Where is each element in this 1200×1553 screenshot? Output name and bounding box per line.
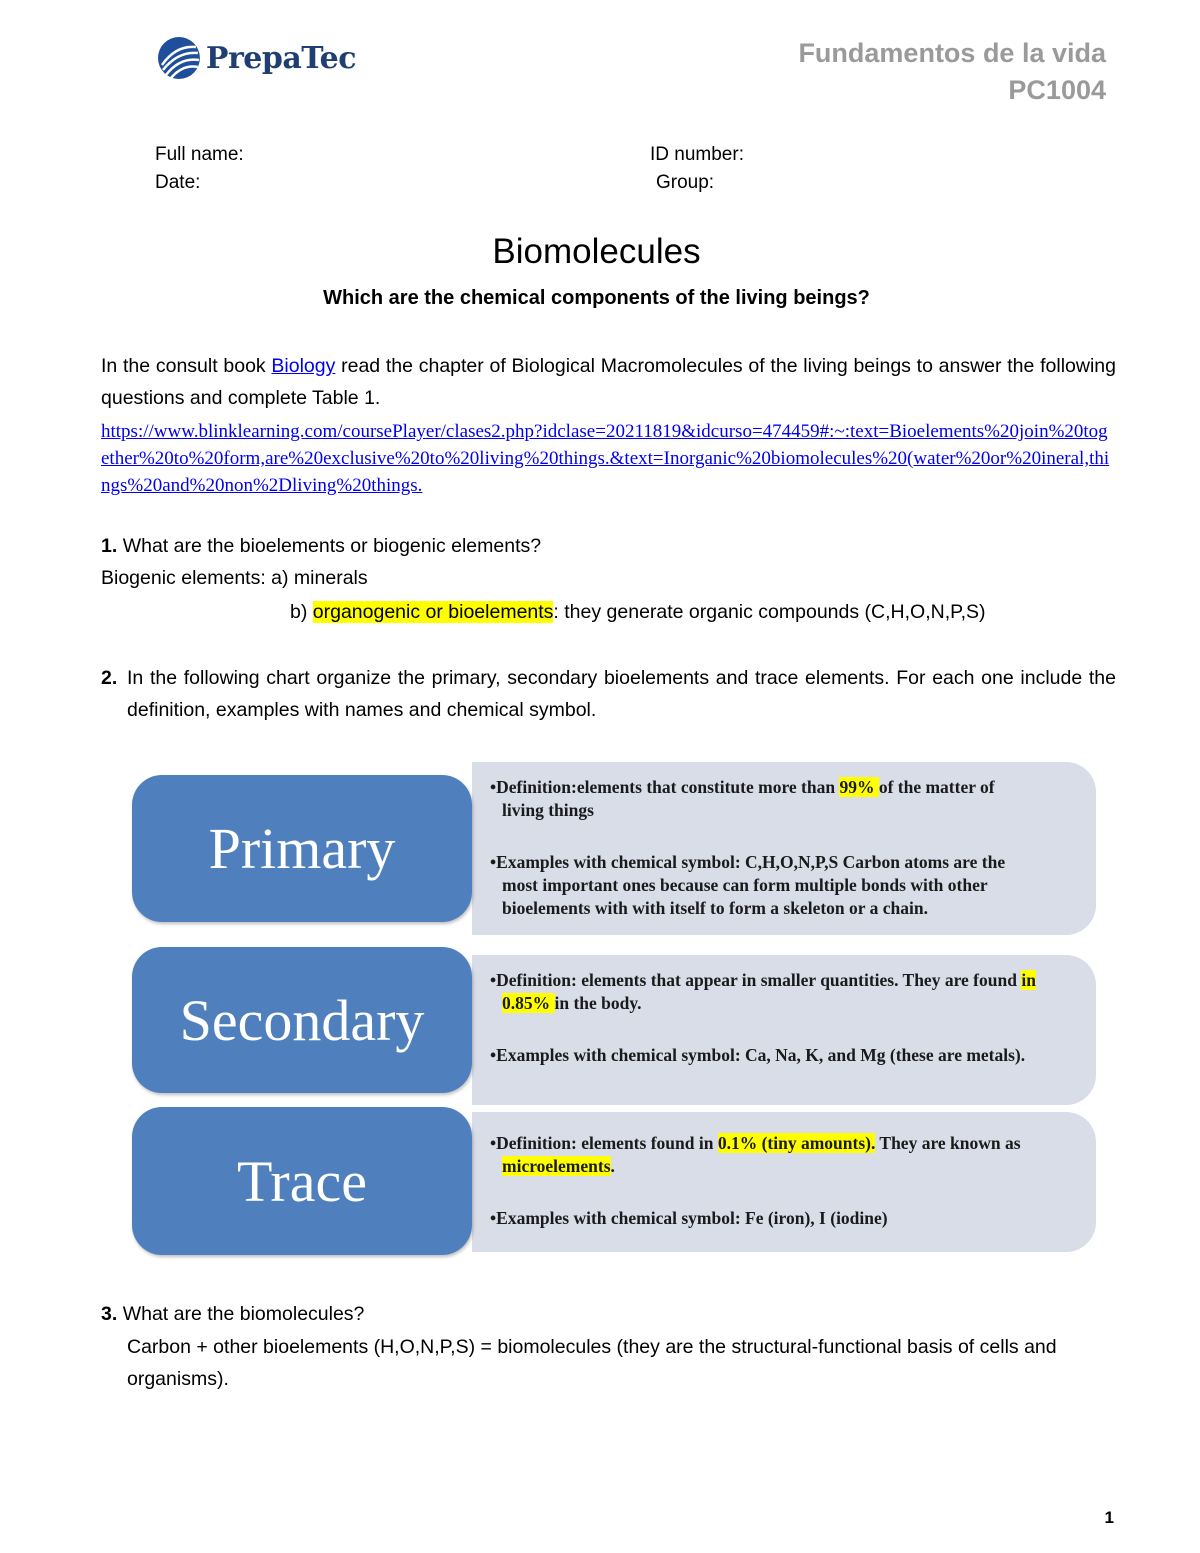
- question-2-number: 2.: [101, 667, 118, 689]
- question-1: [101, 530, 1116, 562]
- group-label: Group:: [656, 172, 715, 193]
- secondary-info-box: [472, 955, 1096, 1105]
- primary-label: Primary: [208, 816, 396, 881]
- full-name-label: Full name:: [155, 144, 244, 165]
- question-1-number: 1.: [101, 535, 118, 557]
- course-heading: [798, 35, 1106, 109]
- id-number-label: ID number:: [650, 144, 744, 165]
- question-1-answer-b: [290, 596, 1110, 628]
- trace-definition: • Definition: elements found in 0.1% (tiny amounts). They are known as microelements.: [490, 1132, 1036, 1178]
- source-url-link[interactable]: https://www.blinklearning.com/coursePlayer/clases2.php?idclase=20211819&idcurso=474459#:~:text=Bioelements%20join%20together%20to%20form,are%20exclusive%20to%20living%20things.&text=Inorganic%20biomolecules%20(water%20or%20ineral,things%20and%20non%2Dliving%20things.: [101, 421, 1110, 496]
- page-number: 1: [1104, 1508, 1114, 1527]
- answer-b-suffix: : they generate organic compounds (C,H,O,N,P,S): [553, 601, 986, 623]
- question-3: [101, 1298, 1116, 1330]
- answer-b-highlight: organogenic or bioelements: [312, 601, 554, 623]
- trace-label: Trace: [237, 1148, 367, 1214]
- question-2: [101, 662, 1116, 726]
- question-3-answer: Carbon + other bioelements (H,O,N,P,S) = biomolecules (they are the structural-functional basis of cells and organisms).: [127, 1336, 1057, 1390]
- intro-text-end: read the chapter of Biological Macromolecules of the living beings to answer the following questions and complete Table 1.: [101, 355, 1116, 409]
- primary-label-box: [132, 775, 472, 922]
- primary-examples: • Examples with chemical symbol: C,H,O,N,P,S Carbon atoms are the most important ones because can form multiple bonds with other bioelements with with itself to form a skeleton or a chain.: [490, 851, 1036, 920]
- logo-text: PrepaTec: [205, 40, 356, 76]
- question-1-answer-a: Biogenic elements: a) minerals: [101, 567, 368, 589]
- course-name: Fundamentos de la vida: [798, 38, 1106, 68]
- question-3-number: 3.: [101, 1303, 118, 1325]
- question-3-text: What are the biomolecules?: [122, 1303, 365, 1325]
- intro-paragraph: [101, 350, 1116, 414]
- secondary-definition: • Definition: elements that appear in smaller quantities. They are found in 0.85% in the body.: [490, 969, 1036, 1015]
- date-label: Date:: [155, 172, 201, 193]
- answer-b-prefix: b): [290, 601, 313, 623]
- secondary-examples: • Examples with chemical symbol: Ca, Na, K, and Mg (these are metals).: [490, 1044, 1036, 1067]
- primary-definition: • Definition:elements that constitute more than 99% of the matter of living things: [490, 776, 1036, 822]
- course-code: PC1004: [1008, 75, 1106, 105]
- trace-label-box: [132, 1107, 472, 1255]
- trace-info-box: [472, 1112, 1096, 1252]
- primary-info-box: [472, 762, 1096, 935]
- trace-examples: • Examples with chemical symbol: Fe (iron), I (iodine): [490, 1207, 1036, 1230]
- question-2-text: In the following chart organize the primary, secondary bioelements and trace elements. For each one include the definition, examples with names and chemical symbol.: [127, 667, 1116, 721]
- biology-link[interactable]: Biology: [271, 355, 336, 377]
- prepatec-globe-icon: [156, 35, 202, 81]
- question-1-text: What are the bioelements or biogenic elements?: [122, 535, 542, 557]
- prepatec-logo: [156, 30, 356, 86]
- page-subtitle: Which are the chemical components of the living beings?: [323, 287, 870, 309]
- intro-text-start: In the consult book: [101, 355, 272, 377]
- page-title: Biomolecules: [492, 232, 701, 271]
- secondary-label: Secondary: [179, 987, 425, 1053]
- secondary-label-box: [132, 947, 472, 1093]
